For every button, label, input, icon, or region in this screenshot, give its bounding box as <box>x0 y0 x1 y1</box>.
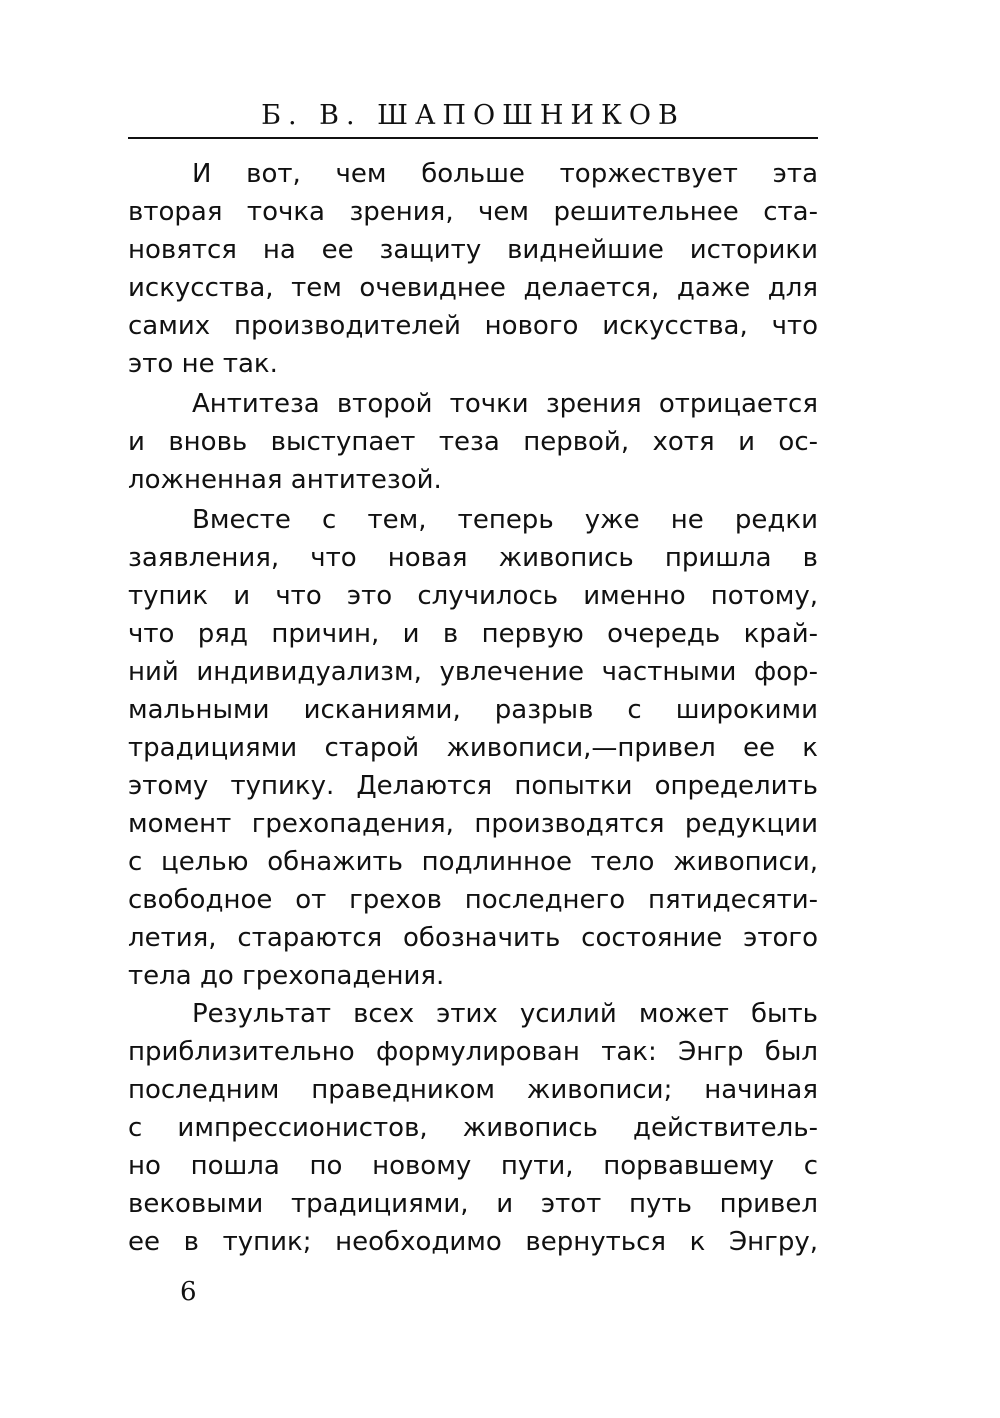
text-line: мальными исканиями, разрыв с широкими <box>128 695 818 725</box>
text-line: самих производителей нового искусства, что <box>128 311 818 341</box>
text-line: традициями старой живописи,—привел ее к <box>128 733 818 763</box>
text-line: приблизительно формулирован так: Энгр был <box>128 1037 818 1067</box>
text-line: новятся на ее защиту виднейшие историки <box>128 235 818 265</box>
text-line: тела до грехопадения. <box>128 961 445 991</box>
text-line: последним праведником живописи; начиная <box>128 1075 818 1105</box>
text-line: вторая точка зрения, чем решительнее ста- <box>128 197 818 227</box>
text-line: что ряд причин, и в первую очередь край- <box>128 619 818 649</box>
text-line: Результат всех этих усилий может быть <box>192 999 818 1029</box>
text-line: это не так. <box>128 349 278 379</box>
text-line: заявления, что новая живопись пришла в <box>128 543 818 573</box>
header-rule <box>128 137 818 139</box>
text-line: с импрессионистов, живопись действитель- <box>128 1113 818 1143</box>
text-line: летия, стараются обозначить состояние этого <box>128 923 818 953</box>
text-line: искусства, тем очевиднее делается, даже для <box>128 273 818 303</box>
text-line: и вновь выступает теза первой, хотя и ос- <box>128 427 818 457</box>
text-line: вековыми традициями, и этот путь привел <box>128 1189 818 1219</box>
text-line: ний индивидуализм, увлечение частными фор- <box>128 657 818 687</box>
text-line: но пошла по новому пути, порвавшему с <box>128 1151 818 1181</box>
text-line: этому тупику. Делаются попытки определить <box>128 771 818 801</box>
text-line: момент грехопадения, производятся редукции <box>128 809 818 839</box>
text-line: Антитеза второй точки зрения отрицается <box>192 389 818 419</box>
text-line: с целью обнажить подлинное тело живописи, <box>128 847 818 877</box>
page-number: 6 <box>180 1277 197 1307</box>
text-line: тупик и что это случилось именно потому, <box>128 581 818 611</box>
running-head: Б. В. ШАПОШНИКОВ <box>261 100 685 131</box>
text-line: ложненная антитезой. <box>128 465 442 495</box>
text-line: И вот, чем больше торжествует эта <box>192 159 818 189</box>
text-line: Вместе с тем, теперь уже не редки <box>192 505 818 535</box>
text-line: ее в тупик; необходимо вернуться к Энгру, <box>128 1227 818 1257</box>
text-line: свободное от грехов последнего пятидесяти- <box>128 885 818 915</box>
